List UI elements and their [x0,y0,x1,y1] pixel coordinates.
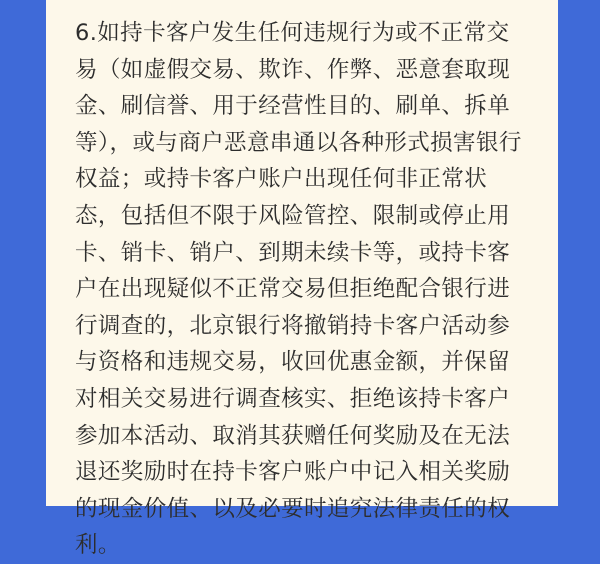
terms-panel [46,0,558,559]
terms-clause-6: 6.如持卡客户发生任何违规行为或不正常交易（如虚假交易、欺诈、作弊、恶意套取现金、刷信誉、用于经营性目的、刷单、拆单等），或与商户恶意串通以各种形式损害银行权益；或持卡客户账户出现任何非正常状态，包括但不限于风险管控、限制或停止用卡、销卡、销户、到期未续卡等，或持卡客户在出现疑似不正常交易但拒绝配合银行进行调查的，北京银行将撤销持卡客户活动参与资格和违规交易，收回优惠金额，并保留对相关交易进行调查核实、拒绝该持卡客户参加本活动、取消其获赠任何奖励及在无法退还奖励时在持卡客户账户中记入相关奖励的现金价值、以及必要时追究法律责任的权利。 [75,20,522,559]
